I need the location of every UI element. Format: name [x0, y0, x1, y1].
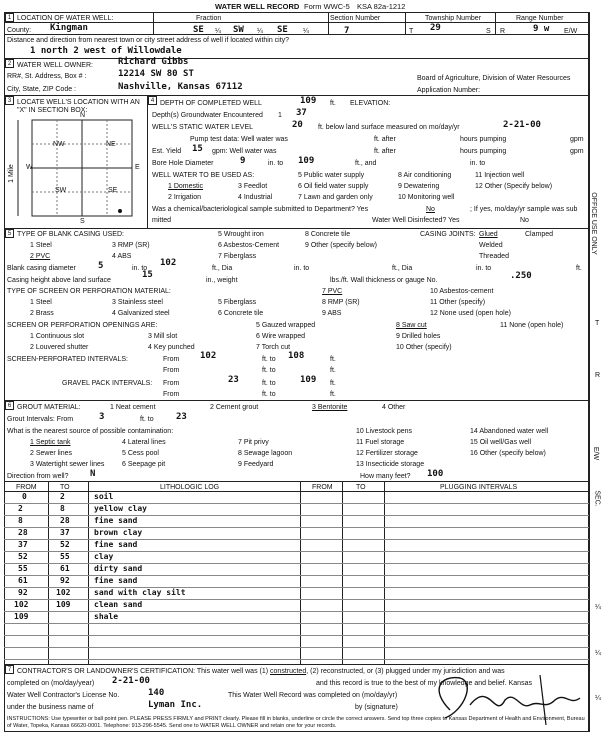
grout-to: 23: [176, 412, 187, 422]
screen-none: 12 None used (open hole): [430, 310, 511, 317]
section-number: 4: [148, 96, 157, 105]
screen-ft: ft.: [330, 356, 336, 363]
divider: [589, 12, 590, 732]
disinfected-no: No: [520, 217, 529, 224]
screen-steel: 1 Steel: [30, 299, 52, 306]
use-public: 5 Public water supply: [298, 172, 365, 179]
north-label: N: [80, 112, 86, 119]
instructions: INSTRUCTIONS: Use typewriter or ball point pen. PLEASE PRESS FIRMLY and PRINT clearly. Please fill in blanks, underline or circle the correct answers. Send top three copies to Kansas Department of Health and Environment, Bureau of Water, Topeka, Kansas 66620-0001. Telephone: 913-296-5545. Send one to WATER WELL OWNER and retain one for your records.: [7, 716, 585, 729]
quarter-3: SE: [277, 25, 288, 35]
log-rule: [4, 587, 589, 588]
static-level-text: ft. below land surface measured on mo/day/yr: [318, 124, 460, 131]
bore-to: 109: [298, 156, 315, 166]
cert-truth: and this record is true to the best of my knowledge and belief. Kansas: [316, 680, 532, 687]
distance-label: Distance and direction from nearest town or city street address of well if located within city?: [7, 37, 290, 44]
log-rule: [4, 539, 589, 540]
log-desc: shale: [94, 612, 119, 621]
screen-rmp: 8 RMP (SR): [322, 299, 360, 306]
contam-lagoon: 8 Sewage lagoon: [238, 450, 293, 457]
office-use-label: OFFICE USE ONLY: [589, 192, 597, 255]
casing-fiberglass: 7 Fiberglass: [218, 253, 257, 260]
cert-signature-label: by (signature): [355, 704, 398, 711]
log-desc: sand with clay silt: [94, 588, 186, 597]
cert-business: Lyman Inc.: [148, 700, 203, 710]
bore-ft-and: ft., and: [355, 160, 377, 167]
screen-other: 11 Other (specify): [430, 299, 486, 306]
side-r: R: [595, 372, 601, 379]
screen-from-2: From: [163, 367, 180, 374]
owner-name: Richard Gibbs: [118, 57, 189, 67]
open-torch: 7 Torch cut: [256, 344, 291, 351]
joints-threaded: Threaded: [479, 253, 509, 260]
open-none: 11 None (open hole): [500, 322, 564, 329]
contam-lateral: 4 Lateral lines: [122, 439, 166, 446]
screen-stainless: 3 Stainless steel: [112, 299, 163, 306]
contam-fuel: 11 Fuel storage: [356, 439, 405, 446]
open-continuous: 1 Continuous slot: [30, 333, 85, 340]
divider: [342, 481, 343, 664]
log-to: 28: [60, 516, 70, 525]
divider: [4, 95, 589, 96]
log-from: 55: [18, 564, 28, 573]
sample-mitted: mitted: [152, 217, 172, 224]
sample-question: Was a chemical/bacteriological sample submitted to Department? Yes: [152, 206, 369, 213]
address-label: RR#, St. Address, Box # :: [7, 73, 87, 80]
casing-abs: 4 ABS: [112, 253, 132, 260]
casing-gauge-label: lbs./ft. Wall thickness or gauge No.: [330, 277, 438, 284]
log-desc: yellow clay: [94, 504, 147, 513]
contam-fertilizer: 12 Fertilizer storage: [356, 450, 418, 457]
use-lawn: 7 Lawn and garden only: [298, 194, 373, 201]
bore-label: Bore Hole Diameter: [152, 160, 214, 167]
divider: [300, 481, 301, 664]
section-number: 6: [5, 401, 14, 410]
contamination-label: What is the nearest source of possible contamination:: [7, 428, 174, 435]
section-value: 7: [344, 26, 350, 36]
log-from: 61: [18, 576, 28, 585]
casing-wrought: 5 Wrought iron: [218, 231, 264, 238]
screen-from: From: [163, 356, 180, 363]
depth-label: DEPTH OF COMPLETED WELL: [160, 100, 262, 107]
log-rule: [4, 575, 589, 576]
gravel-ft-to-2: ft. to: [262, 391, 276, 398]
log-to: 102: [56, 588, 71, 597]
casing-in-to-2: in. to: [294, 265, 310, 272]
sample-no: No: [426, 206, 435, 213]
open-gauzed: 5 Gauzed wrapped: [256, 322, 316, 329]
divider: [495, 12, 496, 34]
gravel-to-value: 109: [300, 375, 317, 385]
locate-label: LOCATE WELL'S LOCATION WITH AN "X" IN SECTION BOX:: [17, 99, 140, 114]
yield-unit: gpm: Well water was: [212, 148, 277, 155]
divider: [4, 481, 589, 482]
screen-abs: 9 ABS: [322, 310, 342, 317]
cert-business-label: under the business name of: [7, 704, 94, 711]
divider: [4, 664, 589, 665]
use-industrial: 4 Industrial: [238, 194, 273, 201]
log-to: 109: [56, 600, 71, 609]
cert-license: 140: [148, 688, 165, 698]
form-number: Form WWC-5: [304, 2, 350, 11]
cert-text: CONTRACTOR'S OR LANDOWNER'S CERTIFICATION: This water well was (1): [17, 668, 269, 675]
joints-label: CASING JOINTS:: [420, 231, 476, 238]
log-to: 37: [60, 528, 70, 537]
use-oilfield: 6 Oil field water supply: [298, 183, 369, 190]
log-rule: [4, 551, 589, 552]
plug-to-header: TO: [356, 484, 366, 491]
township-s: S: [486, 28, 491, 35]
divider: [4, 400, 589, 401]
use-dewatering: 9 Dewatering: [398, 183, 440, 190]
divider: [384, 481, 385, 664]
section-number-label: Section Number: [330, 15, 381, 22]
contam-abandoned: 14 Abandoned water well: [470, 428, 549, 435]
log-desc: fine sand: [94, 576, 138, 585]
section-number: 1: [5, 13, 14, 22]
township-value: 29: [430, 23, 441, 33]
casing-weight: in., weight: [206, 277, 238, 284]
contam-pit: 7 Pit privy: [238, 439, 269, 446]
openings-label: SCREEN OR PERFORATION OPENINGS ARE:: [7, 322, 158, 329]
log-rule: [4, 503, 589, 504]
log-from: 8: [18, 516, 23, 525]
quarter-mark: ¼: [303, 28, 309, 35]
casing-dia: 5: [98, 261, 104, 271]
use-irrigation: 2 Irrigation: [168, 194, 202, 201]
log-rule: [4, 635, 589, 636]
gpm-label: gpm: [570, 136, 584, 143]
log-from: 109: [14, 612, 29, 621]
log-desc: dirty sand: [94, 564, 143, 573]
after-label: ft. after: [374, 136, 396, 143]
east-label: E: [135, 164, 140, 171]
nw-label: NW: [53, 141, 65, 148]
plug-header: PLUGGING INTERVALS: [440, 484, 518, 491]
screen-ft-to: ft. to: [262, 356, 276, 363]
log-to: 52: [60, 540, 70, 549]
after-label: ft. after: [374, 148, 396, 155]
casing-ft-dia: ft., Dia: [212, 265, 233, 272]
statute: KSA 82a-1212: [357, 2, 406, 11]
range-r: R: [500, 28, 506, 35]
groundwater-value: 37: [296, 108, 307, 118]
log-desc: clean sand: [94, 600, 143, 609]
county-value: Kingman: [50, 23, 88, 33]
log-from: 2: [18, 504, 23, 513]
contam-oilgas: 15 Oil well/Gas well: [470, 439, 532, 446]
log-desc: soil: [94, 492, 114, 501]
contam-watertight: 3 Watertight sewer lines: [30, 461, 105, 468]
gravel-from: From: [163, 380, 180, 387]
mile-label: 1 Mile: [7, 164, 15, 183]
use-feedlot: 3 Feedlot: [238, 183, 268, 190]
board-text: Board of Agriculture, Division of Water Resources: [417, 75, 571, 82]
log-desc: fine sand: [94, 516, 138, 525]
log-rule: [4, 515, 589, 516]
log-litho-header: LITHOLOGIC LOG: [160, 484, 220, 491]
static-level-label: WELL'S STATIC WATER LEVEL: [152, 124, 254, 131]
form-title: WATER WELL RECORD: [215, 2, 300, 11]
log-from: 0: [22, 492, 27, 501]
screen-asbestos: 10 Asbestos-cement: [430, 288, 494, 295]
log-desc: fine sand: [94, 540, 138, 549]
open-saw: 8 Saw cut: [396, 322, 427, 329]
location-label: LOCATION OF WATER WELL:: [17, 15, 114, 22]
divider: [4, 34, 589, 35]
grout-label: GROUT MATERIAL:: [17, 404, 81, 411]
how-many-label: How many feet?: [360, 473, 411, 480]
yield-label: Est. Yield: [152, 148, 182, 155]
log-from: 92: [18, 588, 28, 597]
township-label: Township Number: [425, 15, 482, 22]
depth-value: 109: [300, 96, 317, 106]
contam-insecticide: 13 Insecticide storage: [356, 461, 425, 468]
divider: [88, 481, 89, 664]
log-from: 102: [14, 600, 29, 609]
disinfected-label: Water Well Disinfected? Yes: [372, 217, 460, 224]
grout-bentonite: 3 Bentonite: [312, 404, 348, 411]
contam-sewer: 2 Sewer lines: [30, 450, 73, 457]
gravel-ft: ft.: [330, 380, 336, 387]
screen-brass: 2 Brass: [30, 310, 54, 317]
contam-seepage: 6 Seepage pit: [122, 461, 166, 468]
log-rule: [4, 527, 589, 528]
contam-livestock: 10 Livestock pens: [356, 428, 413, 435]
divider: [328, 12, 329, 34]
open-drilled: 9 Drilled holes: [396, 333, 441, 340]
screen-label: TYPE OF SCREEN OR PERFORATION MATERIAL:: [7, 288, 171, 295]
divider: [147, 95, 148, 228]
range-value: 9 w: [533, 24, 550, 34]
use-injection: 11 Injection well: [475, 172, 525, 179]
log-desc: clay: [94, 552, 114, 561]
gravel-ft-to: ft. to: [262, 380, 276, 387]
hours-label: hours pumping: [460, 148, 507, 155]
south-label: S: [80, 218, 85, 225]
screen-concrete: 6 Concrete tile: [218, 310, 264, 317]
casing-asbestos: 6 Asbestos-Cement: [218, 242, 280, 249]
contam-other: 16 Other (specify below): [470, 450, 546, 457]
hours-label: hours pumping: [460, 136, 507, 143]
open-wire: 6 Wire wrapped: [256, 333, 306, 340]
gravel-label: GRAVEL PACK INTERVALS:: [62, 380, 153, 387]
use-monitoring: 10 Monitoring well: [398, 194, 455, 201]
distance-value: 1 north 2 west of Willowdale: [30, 46, 182, 56]
grout-ft-to: ft. to: [140, 416, 154, 423]
address-value: 12214 SW 80 ST: [118, 69, 194, 79]
section-number: 2: [5, 59, 14, 68]
county-label: County:: [7, 27, 32, 34]
screen-galvanized: 4 Galvanized steel: [112, 310, 170, 317]
casing-height-label: Casing height above land surface: [7, 277, 111, 284]
screen-ft-2: ft.: [330, 367, 336, 374]
log-to: 8: [60, 504, 65, 513]
cert-completed-2: This Water Well Record was completed on (mo/day/yr): [228, 692, 398, 699]
casing-gauge: .250: [510, 271, 532, 281]
casing-ft-dia-2: ft., Dia: [392, 265, 413, 272]
se-label: SE: [108, 187, 118, 194]
divider: [153, 12, 154, 34]
pump-test-label: Pump test data: Well water was: [190, 136, 288, 143]
grout-neat: 1 Neat cement: [110, 404, 156, 411]
grout-other: 4 Other: [382, 404, 406, 411]
how-many-value: 100: [427, 469, 444, 479]
log-rule: [4, 647, 589, 648]
gravel-ft-2: ft.: [330, 391, 336, 398]
log-rule: [4, 623, 589, 624]
township-t: T: [409, 28, 414, 35]
side-quarter-2: ¼: [595, 650, 601, 657]
open-key: 4 Key punched: [148, 344, 195, 351]
casing-concrete: 8 Concrete tile: [305, 231, 351, 238]
divider: [4, 491, 589, 492]
quarter-mark: ¼: [215, 28, 221, 35]
use-domestic: 1 Domestic: [168, 183, 204, 190]
divider: [4, 22, 589, 23]
screen-ft-to-2: ft. to: [262, 367, 276, 374]
bore-value: 9: [240, 156, 246, 166]
range-label: Range Number: [516, 15, 564, 22]
joints-glued: Glued: [479, 231, 498, 238]
log-from: 37: [18, 540, 28, 549]
casing-dia-label: Blank casing diameter: [7, 265, 76, 272]
groundwater-num: 1: [278, 112, 282, 119]
log-rule: [4, 659, 589, 660]
casing-rmp: 3 RMP (SR): [112, 242, 150, 249]
depth-ft: ft.: [330, 100, 336, 107]
casing-in-to: in. to: [132, 265, 148, 272]
log-from: 28: [18, 528, 28, 537]
section-number: 3: [5, 96, 14, 105]
joints-clamped: Clamped: [525, 231, 554, 238]
cert-license-label: Water Well Contractor's License No.: [7, 692, 120, 699]
screen-from-value: 102: [200, 351, 217, 361]
bore-in-to: in. to: [268, 160, 284, 167]
quarter-mark: ¼: [257, 28, 263, 35]
log-rule: [4, 611, 589, 612]
casing-label: TYPE OF BLANK CASING USED:: [17, 231, 124, 238]
divider: [4, 58, 589, 59]
casing-steel: 1 Steel: [30, 242, 52, 249]
use-ac: 8 Air conditioning: [398, 172, 452, 179]
log-to: 2: [60, 492, 65, 501]
side-ew: E/W: [592, 446, 600, 461]
screen-fiberglass: 5 Fiberglass: [218, 299, 257, 306]
static-level-value: 20: [292, 120, 303, 130]
groundwater-label: Depth(s) Groundwater Encountered: [152, 112, 263, 119]
quarter-2: SW: [233, 25, 244, 35]
divider: [48, 481, 49, 664]
direction-value: N: [90, 469, 96, 479]
quarter-1: SE: [193, 25, 204, 35]
contam-feedyard: 9 Feedyard: [238, 461, 274, 468]
side-quarter-1: ¼: [595, 604, 601, 611]
casing-ft: ft.: [576, 265, 582, 272]
fraction-label: Fraction: [196, 15, 222, 22]
screen-pvc: 7 PVC: [322, 288, 343, 295]
grout-interval-label: Grout Intervals: From: [7, 416, 74, 423]
side-quarter-3: ¼: [595, 695, 601, 702]
city-value: Nashville, Kansas 67112: [118, 82, 243, 92]
casing-pvc: 2 PVC: [30, 253, 51, 260]
casing-in-to-3: in. to: [476, 265, 492, 272]
log-from-header: FROM: [16, 484, 37, 491]
plug-from-header: FROM: [312, 484, 333, 491]
side-t: T: [595, 320, 600, 327]
gravel-from-2: From: [163, 391, 180, 398]
log-to: 92: [60, 576, 70, 585]
log-rule: [4, 563, 589, 564]
static-level-date: 2-21-00: [503, 120, 541, 130]
contam-cess: 5 Cess pool: [122, 450, 159, 457]
casing-to: 102: [160, 258, 177, 268]
cert-date: 2-21-00: [112, 676, 150, 686]
section-number: 7: [5, 665, 14, 674]
log-desc: brown clay: [94, 528, 143, 537]
side-sec: SEC.: [593, 490, 601, 507]
log-from: 52: [18, 552, 28, 561]
cert-text: , (2) reconstructed, or (3) plugged under my jurisdiction and was: [306, 668, 505, 675]
grout-cement: 2 Cement grout: [210, 404, 259, 411]
contam-septic: 1 Septic tank: [30, 439, 71, 446]
application-label: Application Number:: [417, 87, 481, 94]
screen-to-value: 108: [288, 351, 305, 361]
bore-in-to-2: in. to: [470, 160, 486, 167]
yield-value: 15: [192, 144, 203, 154]
west-label: W: [26, 164, 33, 171]
direction-label: Direction from well?: [7, 473, 69, 480]
casing-height: 15: [142, 270, 153, 280]
elevation-label: ELEVATION:: [350, 100, 391, 107]
section-number: 5: [5, 229, 14, 238]
grout-from: 3: [99, 412, 105, 422]
cert-completed-label: completed on (mo/day/year): [7, 680, 95, 687]
log-to: 61: [60, 564, 70, 573]
ne-label: NE: [106, 141, 116, 148]
open-mill: 3 Mill slot: [148, 333, 178, 340]
use-other: 12 Other (Specify below): [475, 183, 553, 190]
casing-other: 9 Other (specify below): [305, 242, 377, 249]
gpm-label: gpm: [570, 148, 584, 155]
open-louvered: 2 Louvered shutter: [30, 344, 89, 351]
log-to: 55: [60, 552, 70, 561]
city-label: City, State, ZIP Code :: [7, 86, 76, 93]
gravel-from-value: 23: [228, 375, 239, 385]
range-ew: E/W: [564, 28, 578, 35]
divider: [4, 228, 589, 229]
joints-welded: Welded: [479, 242, 503, 249]
open-other: 10 Other (specify): [396, 344, 452, 351]
sw-label: SW: [55, 187, 67, 194]
owner-label: WATER WELL OWNER:: [17, 62, 93, 69]
log-rule: [4, 599, 589, 600]
log-to-header: TO: [60, 484, 70, 491]
sample-if-yes: ; If yes, mo/day/yr sample was sub: [470, 206, 578, 213]
use-label: WELL WATER TO BE USED AS:: [152, 172, 255, 179]
screen-interval-label: SCREEN-PERFORATED INTERVALS:: [7, 356, 128, 363]
cert-constructed: constructed: [270, 668, 307, 675]
divider: [405, 12, 406, 34]
